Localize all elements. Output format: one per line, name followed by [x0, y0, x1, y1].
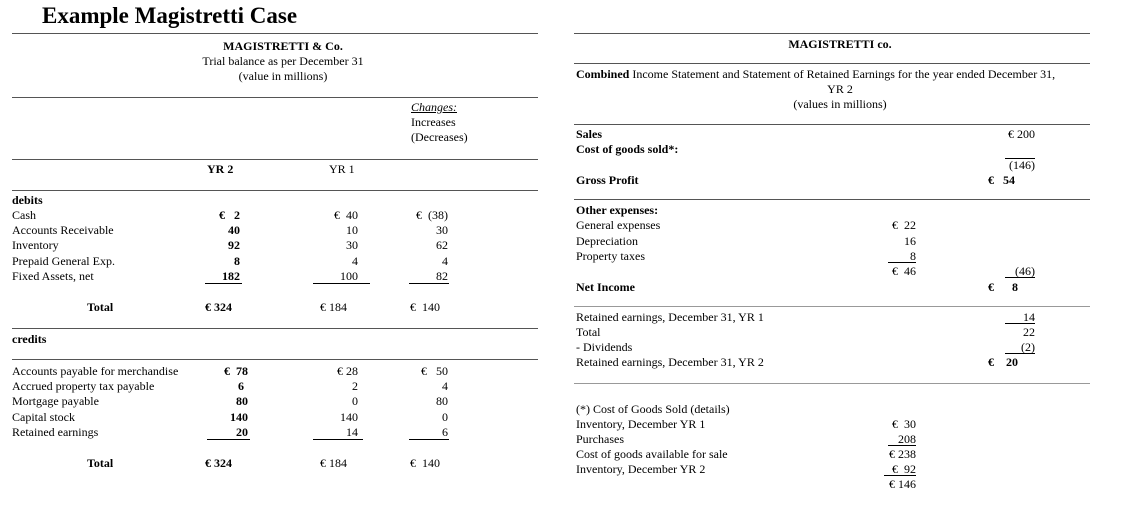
- net-income-label: Net Income: [576, 280, 635, 294]
- cogs-details-title: (*) Cost of Goods Sold (details): [576, 402, 730, 416]
- changes-sub2: (Decreases): [411, 130, 468, 144]
- row-label: Purchases: [576, 432, 624, 446]
- row-yr2: € 2: [219, 208, 240, 222]
- sales-label: Sales: [576, 127, 603, 141]
- row-value: (2): [1021, 340, 1035, 354]
- row-yr2: 80: [236, 394, 248, 408]
- divider: [12, 97, 538, 98]
- divider: [574, 199, 1090, 200]
- col-yr1: YR 1: [329, 162, 355, 176]
- row-yr1: 0: [352, 394, 358, 408]
- row-label: Inventory: [12, 238, 59, 252]
- cogs-details-result: € 146: [889, 477, 916, 491]
- row-yr1: 100: [340, 269, 358, 283]
- row-label: Retained earnings, December 31, YR 1: [576, 310, 764, 324]
- gross-profit-value: € 54: [988, 173, 1015, 187]
- row-label: Fixed Assets, net: [12, 269, 94, 283]
- row-yr2: 140: [230, 410, 248, 424]
- row-value: 22: [1023, 325, 1035, 339]
- row-yr2: 20: [236, 425, 248, 439]
- row-label: Capital stock: [12, 410, 75, 424]
- row-yr2: 182: [222, 269, 240, 283]
- underline: [207, 439, 250, 440]
- row-yr1: 140: [340, 410, 358, 424]
- underline: [884, 475, 916, 476]
- row-label: Depreciation: [576, 234, 638, 248]
- row-value: 8: [910, 249, 916, 263]
- underline: [1005, 158, 1035, 159]
- total-change: € 140: [410, 456, 440, 470]
- row-label: Total: [576, 325, 601, 339]
- row-yr1: € 28: [337, 364, 358, 378]
- row-label: - Dividends: [576, 340, 633, 354]
- divider: [12, 159, 538, 160]
- row-value: € 92: [892, 462, 916, 476]
- row-change: 6: [442, 425, 448, 439]
- divider: [574, 63, 1090, 64]
- row-yr1: 30: [346, 238, 358, 252]
- underline: [1005, 353, 1035, 354]
- expenses-subtotal: € 46: [892, 264, 916, 278]
- row-change: € 50: [421, 364, 448, 378]
- row-label: Inventory, December YR 1: [576, 417, 706, 431]
- row-yr2: 40: [228, 223, 240, 237]
- row-label: Accounts Receivable: [12, 223, 114, 237]
- row-value: 16: [904, 234, 916, 248]
- total-yr1: € 184: [320, 300, 347, 314]
- row-label: Accrued property tax payable: [12, 379, 155, 393]
- is-heading: [576, 67, 1055, 81]
- row-yr1: 4: [352, 254, 358, 268]
- is-heading-bold: Combined: [576, 67, 630, 81]
- underline: [888, 262, 916, 263]
- total-yr2: € 324: [205, 300, 232, 314]
- row-value: € 238: [889, 447, 916, 461]
- row-label: Property taxes: [576, 249, 645, 263]
- row-label: Prepaid General Exp.: [12, 254, 115, 268]
- cogs-label: Cost of goods sold*:: [576, 142, 679, 156]
- row-label: Retained earnings, December 31, YR 2: [576, 355, 764, 369]
- page-title: Example Magistretti Case: [42, 3, 298, 28]
- cogs-value: (146): [1009, 158, 1035, 172]
- row-yr1: 10: [346, 223, 358, 237]
- divider: [574, 124, 1090, 125]
- is-units: (values in millions): [793, 97, 887, 111]
- total-yr2: € 324: [205, 456, 232, 470]
- row-value: € 20: [988, 355, 1018, 369]
- row-yr1: 2: [352, 379, 358, 393]
- row-change: 0: [442, 410, 448, 424]
- divider: [574, 383, 1090, 384]
- row-yr2: 92: [228, 238, 240, 252]
- tb-subtitle: Trial balance as per December 31: [202, 54, 364, 68]
- row-yr1: € 40: [334, 208, 358, 222]
- underline: [409, 283, 449, 284]
- underline: [888, 445, 916, 446]
- row-yr2: 8: [234, 254, 240, 268]
- tb-units: (value in millions): [238, 69, 328, 83]
- row-label: Cash: [12, 208, 36, 222]
- is-heading-rest: Income Statement and Statement of Retained Earnings for the year ended December 31,: [629, 67, 1056, 81]
- col-yr2: YR 2: [207, 162, 234, 176]
- divider: [12, 328, 538, 329]
- row-label: Mortgage payable: [12, 394, 99, 408]
- changes-sub1: Increases: [411, 115, 456, 129]
- row-change: 30: [436, 223, 448, 237]
- divider: [12, 190, 538, 191]
- row-change: 62: [436, 238, 448, 252]
- divider: [12, 359, 538, 360]
- divider: [574, 33, 1090, 34]
- changes-label: Changes:: [411, 100, 457, 114]
- divider: [12, 33, 538, 34]
- row-value: 208: [898, 432, 916, 446]
- is-heading-line2: YR 2: [827, 82, 853, 96]
- divider: [574, 306, 1090, 307]
- underline: [313, 439, 363, 440]
- other-expenses-text: Other expenses:: [576, 203, 659, 217]
- row-yr2: € 78: [224, 364, 248, 378]
- total-change: € 140: [410, 300, 440, 314]
- row-label: Cost of goods available for sale: [576, 447, 728, 461]
- row-change: 4: [442, 254, 448, 268]
- row-value: € 22: [892, 218, 916, 232]
- underline: [1005, 277, 1035, 278]
- row-change: 80: [436, 394, 448, 408]
- row-change: 82: [436, 269, 448, 283]
- row-label: Retained earnings: [12, 425, 99, 439]
- row-change: 4: [442, 379, 448, 393]
- row-yr2: 6: [238, 379, 244, 393]
- total-label: Total: [87, 300, 114, 314]
- tb-company: MAGISTRETTI & Co.: [223, 39, 343, 53]
- expenses-total: (46): [1015, 264, 1035, 278]
- total-label: Total: [87, 456, 114, 470]
- underline: [1005, 323, 1035, 324]
- row-yr1: 14: [346, 425, 358, 439]
- row-change: € (38): [416, 208, 448, 222]
- underline: [205, 283, 242, 284]
- net-income-value: € 8: [988, 280, 1018, 294]
- is-company: MAGISTRETTI co.: [788, 37, 892, 51]
- total-yr1: € 184: [320, 456, 347, 470]
- row-label: Inventory, December YR 2: [576, 462, 706, 476]
- debits-label: debits: [12, 193, 43, 207]
- underline: [313, 283, 370, 284]
- gross-profit-label: Gross Profit: [576, 173, 639, 187]
- row-value: € 30: [892, 417, 916, 431]
- sales-value: € 200: [1008, 127, 1035, 141]
- credits-label: credits: [12, 332, 47, 346]
- row-label: General expenses: [576, 218, 661, 232]
- row-label: Accounts payable for merchandise: [12, 364, 179, 378]
- underline: [409, 439, 449, 440]
- other-expenses-label: [576, 203, 658, 217]
- row-value: 14: [1023, 310, 1035, 324]
